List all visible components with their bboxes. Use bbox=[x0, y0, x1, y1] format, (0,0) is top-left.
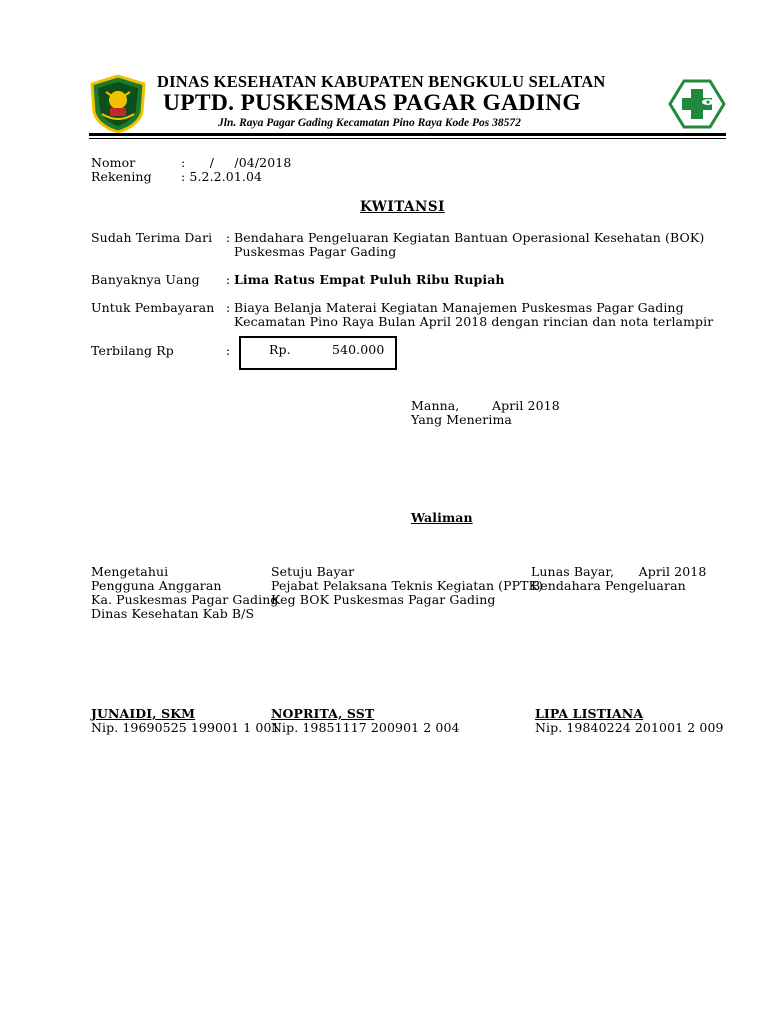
puskesmas-name: UPTD. PUSKESMAS PAGAR GADING bbox=[163, 90, 581, 116]
receiver-place-date: Manna, April 2018 bbox=[411, 398, 560, 413]
banyaknya-uang-value: Lima Ratus Empat Puluh Ribu Rupiah bbox=[234, 272, 505, 287]
amount-value: 540.000 bbox=[332, 342, 385, 357]
untuk-pembayaran-line1: Biaya Belanja Materai Kegiatan Manajemen Puskesmas Pagar Gading bbox=[234, 300, 684, 315]
signatory-1-nip: Nip. 19690525 199001 1 001 bbox=[91, 720, 280, 735]
amount-box bbox=[239, 336, 397, 370]
signatory-2 bbox=[271, 565, 543, 607]
signatory-2-name: NOPRITA, SST bbox=[271, 706, 375, 721]
rekening-value: : 5.2.2.01.04 bbox=[181, 169, 263, 184]
nomor-value: : / /04/2018 bbox=[181, 155, 292, 170]
signatory-1-name: JUNAIDI, SKM bbox=[91, 706, 196, 721]
rekening-label: Rekening bbox=[91, 169, 152, 184]
document-title: KWITANSI bbox=[360, 199, 445, 215]
signatory-1 bbox=[91, 565, 279, 621]
signatory-1-line: Ka. Puskesmas Pagar Gading bbox=[91, 592, 279, 607]
banyaknya-uang-colon: : bbox=[226, 272, 231, 287]
signatory-1-line: Dinas Kesehatan Kab B/S bbox=[91, 606, 255, 621]
terbilang-colon: : bbox=[226, 343, 231, 358]
letterhead-rule-thin bbox=[89, 138, 726, 139]
receiver-name: Waliman bbox=[411, 510, 473, 525]
nomor-label: Nomor bbox=[91, 155, 136, 170]
signatory-1-line: Pengguna Anggaran bbox=[91, 578, 222, 593]
signatory-2-nip: Nip. 19851117 200901 2 004 bbox=[271, 720, 460, 735]
untuk-pembayaran-label: Untuk Pembayaran bbox=[91, 300, 215, 315]
signatory-3 bbox=[531, 565, 706, 593]
sudah-terima-line1: Bendahara Pengeluaran Kegiatan Bantuan Operasional Kesehatan (BOK) bbox=[234, 230, 705, 245]
terbilang-label: Terbilang Rp bbox=[91, 343, 174, 358]
signatory-3-line: Lunas Bayar, April 2018 bbox=[531, 564, 707, 579]
banyaknya-uang-label: Banyaknya Uang bbox=[91, 272, 200, 287]
signatory-3-line: Bendahara Pengeluaran bbox=[531, 578, 686, 593]
sudah-terima-label: Sudah Terima Dari bbox=[91, 230, 213, 245]
sudah-terima-colon: : bbox=[226, 230, 231, 245]
receiver-role: Yang Menerima bbox=[411, 412, 512, 427]
signatory-3-name: LIPA LISTIANA bbox=[535, 706, 644, 721]
amount-currency: Rp. bbox=[269, 342, 291, 357]
signatory-2-line: Setuju Bayar bbox=[271, 564, 355, 579]
signatory-2-line: Pejabat Pelaksana Teknis Kegiatan (PPTK) bbox=[271, 578, 544, 593]
health-cross-logo bbox=[668, 79, 726, 129]
signatory-1-line: Mengetahui bbox=[91, 564, 169, 579]
agency-name: DINAS KESEHATAN KABUPATEN BENGKULU SELATAN bbox=[157, 72, 606, 91]
address-line: Jln. Raya Pagar Gading Kecamatan Pino Raya Kode Pos 38572 bbox=[218, 117, 521, 129]
signatory-2-line: Keg BOK Puskesmas Pagar Gading bbox=[271, 592, 496, 607]
letterhead-rule-thick bbox=[89, 133, 726, 136]
sudah-terima-line2: Puskesmas Pagar Gading bbox=[234, 244, 397, 259]
regency-emblem-logo bbox=[88, 74, 148, 134]
untuk-pembayaran-line2: Kecamatan Pino Raya Bulan April 2018 dengan rincian dan nota terlampir bbox=[234, 314, 714, 329]
untuk-pembayaran-colon: : bbox=[226, 300, 231, 315]
signatory-3-nip: Nip. 19840224 201001 2 009 bbox=[535, 720, 724, 735]
